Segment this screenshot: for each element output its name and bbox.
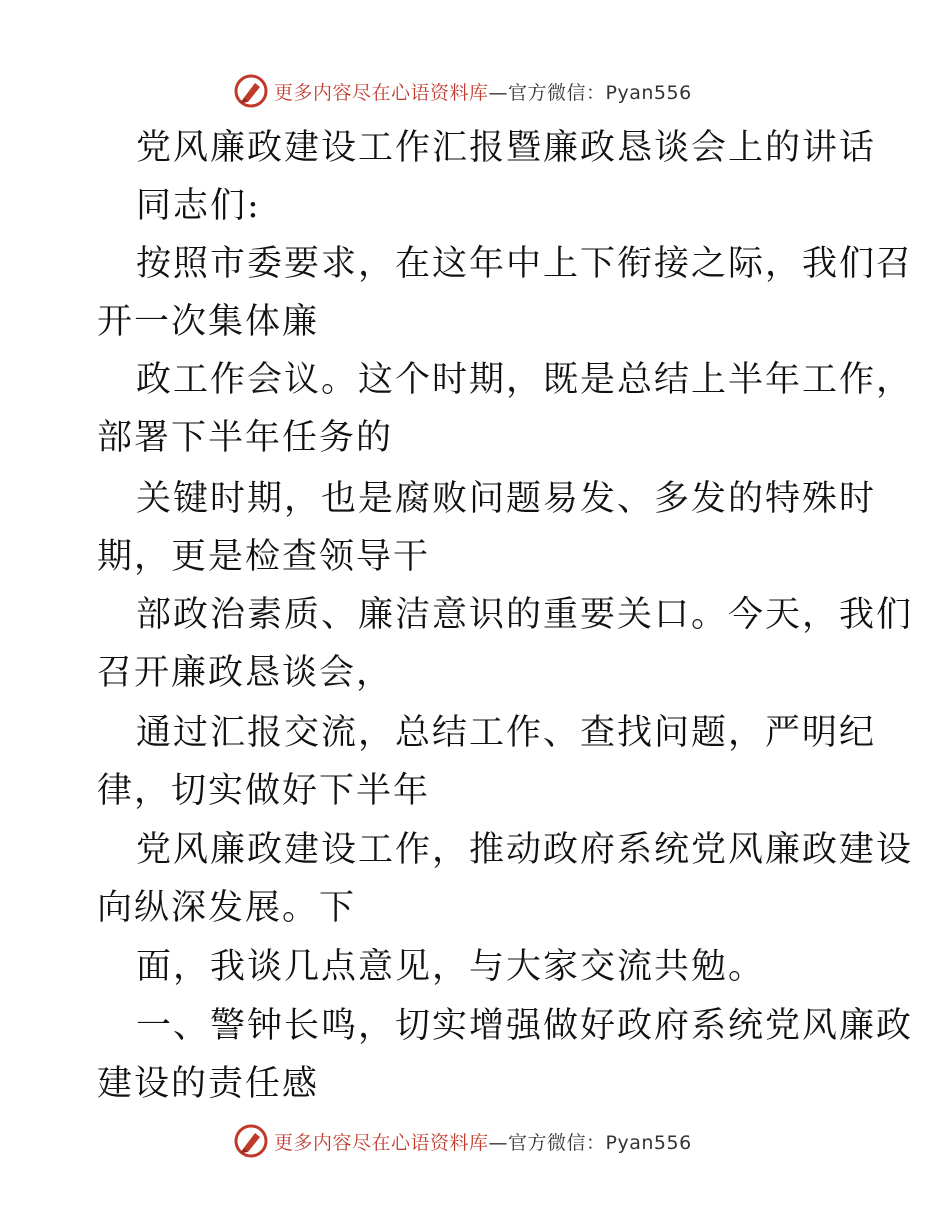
paragraph-line: 通过汇报交流，总结工作、查找问题，严明纪: [136, 713, 877, 753]
paragraph-line: 党风廉政建设工作，推动政府系统党风廉政建设: [136, 830, 914, 870]
paragraph-line: 部署下半年任务的: [97, 418, 394, 458]
paragraph-line: 部政治素质、廉洁意识的重要关口。今天，我们: [136, 595, 914, 635]
banner-main-text: 更多内容尽在心语资料库: [274, 81, 489, 104]
header-banner: [0, 71, 950, 111]
section-heading-continuation: 建设的责任感: [97, 1064, 320, 1104]
paragraph-line: 向纵深发展。下: [97, 888, 357, 928]
footer-banner-content: [234, 1121, 692, 1161]
banner-text: [274, 1128, 692, 1155]
banner-separator: —: [488, 81, 509, 104]
paragraph-line: 召开廉政恳谈会，: [97, 653, 394, 693]
document-title: 党风廉政建设工作汇报暨廉政恳谈会上的讲话: [136, 128, 877, 168]
paragraph-line: 律，切实做好下半年: [97, 771, 431, 811]
banner-text: [274, 78, 692, 105]
section-heading: 一、警钟长鸣，切实增强做好政府系统党风廉政: [136, 1006, 914, 1046]
salutation: 同志们:: [136, 186, 261, 226]
paragraph-line: 关键时期，也是腐败问题易发、多发的特殊时: [136, 479, 877, 519]
paragraph-line: 政工作会议。这个时期，既是总结上半年工作，: [136, 360, 914, 400]
pen-logo-icon: [234, 74, 268, 108]
banner-main-text: 更多内容尽在心语资料库: [274, 1131, 489, 1154]
footer-banner: [0, 1121, 950, 1161]
banner-wechat-id: Pyan556: [605, 1131, 692, 1154]
paragraph-line: 面，我谈几点意见，与大家交流共勉。: [136, 947, 766, 987]
banner-wechat-label: 官方微信：: [508, 81, 606, 104]
paragraph-line: 期，更是检查领导干: [97, 537, 431, 577]
pen-logo-icon: [234, 1124, 268, 1158]
banner-wechat-label: 官方微信：: [508, 1131, 606, 1154]
paragraph-line: 按照市委要求，在这年中上下衔接之际，我们召: [136, 244, 914, 284]
banner-wechat-id: Pyan556: [605, 81, 692, 104]
paragraph-line: 开一次集体廉: [97, 302, 320, 342]
header-banner-content: [234, 71, 692, 111]
banner-separator: —: [488, 1131, 509, 1154]
